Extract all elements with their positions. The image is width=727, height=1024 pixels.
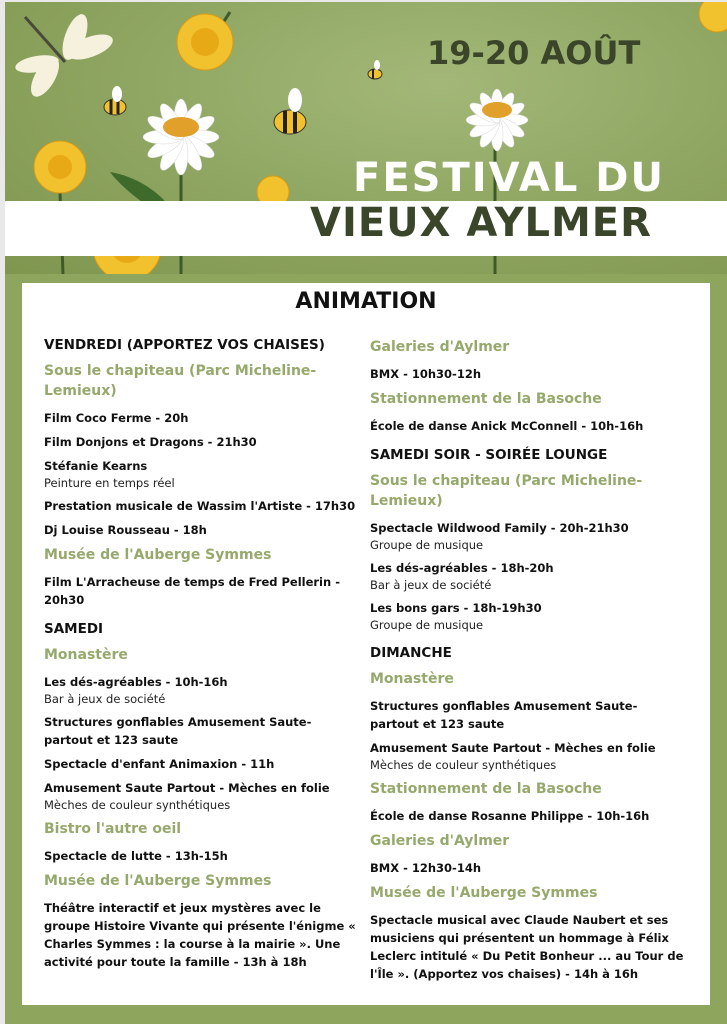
event-description: Bar à jeux de société xyxy=(370,578,492,592)
event-title: Film Coco Ferme - 20h xyxy=(44,411,189,425)
event-title: BMX - 12h30-14h xyxy=(370,861,482,875)
event-title: Structures gonflables Amusement Saute-partout et 123 saute xyxy=(44,715,312,747)
event-title: Film L'Arracheuse de temps de Fred Pellerin - 20h30 xyxy=(44,575,340,607)
event-description: Mèches de couleur synthétiques xyxy=(370,758,557,772)
event-item xyxy=(370,519,685,553)
festival-title-line2: VIEUX AYLMER xyxy=(310,200,652,246)
event-item xyxy=(44,779,359,813)
event-title: Les dés-agréables - 10h-16h xyxy=(44,675,228,689)
event-title: Structures gonflables Amusement Saute-partout et 123 saute xyxy=(370,699,638,731)
event-item xyxy=(44,713,359,749)
event-title: Prestation musicale de Wassim l'Artiste - 17h30 xyxy=(44,499,356,513)
event-description: Groupe de musique xyxy=(370,618,484,632)
event-description: Groupe de musique xyxy=(370,538,484,552)
event-item xyxy=(370,559,685,593)
venue-heading: Sous le chapiteau (Parc Micheline-Lemieux) xyxy=(44,363,317,399)
event-description: Mèches de couleur synthétiques xyxy=(44,798,231,812)
event-item xyxy=(370,417,685,435)
day-heading: SAMEDI SOIR - SOIRÉE LOUNGE xyxy=(370,447,608,463)
event-description: Peinture en temps réel xyxy=(44,476,175,490)
event-item xyxy=(370,365,685,383)
event-title: Amusement Saute Partout - Mèches en folie xyxy=(370,741,656,755)
event-item xyxy=(44,755,359,773)
event-title: École de danse Rosanne Philippe - 10h-16h xyxy=(370,809,650,823)
venue-heading: Musée de l'Auberge Symmes xyxy=(370,885,598,901)
event-item xyxy=(44,673,359,707)
event-item xyxy=(44,899,359,971)
event-item xyxy=(44,433,359,451)
event-item xyxy=(370,859,685,877)
page-title: ANIMATION xyxy=(295,289,437,314)
event-title: Film Donjons et Dragons - 21h30 xyxy=(44,435,257,449)
event-title: Spectacle de lutte - 13h-15h xyxy=(44,849,228,863)
event-item xyxy=(370,599,685,633)
venue-heading: Bistro l'autre oeil xyxy=(44,821,182,837)
venue-heading: Galeries d'Aylmer xyxy=(370,833,510,849)
bee-icon xyxy=(368,60,382,79)
event-title: Théâtre interactif et jeux mystères avec le groupe Histoire Vivante qui présente l'énigme « Charles Symmes : la course à la mairie ». Une activité pour toute la famille - 13h à 18h xyxy=(44,901,356,969)
festival-title-line1: FESTIVAL DU xyxy=(353,155,665,201)
day-heading: VENDREDI (APPORTEZ VOS CHAISES) xyxy=(44,337,325,353)
festival-date: 19-20 AOÛT xyxy=(427,34,641,72)
event-item xyxy=(370,911,685,983)
day-heading: DIMANCHE xyxy=(370,645,452,661)
event-item xyxy=(44,521,359,539)
event-title: BMX - 10h30-12h xyxy=(370,367,482,381)
event-title: Amusement Saute Partout - Mèches en folie xyxy=(44,781,330,795)
event-title: Spectacle d'enfant Animaxion - 11h xyxy=(44,757,275,771)
event-item xyxy=(44,409,359,427)
event-item xyxy=(44,497,359,515)
event-item xyxy=(370,807,685,825)
bee-icon xyxy=(274,88,306,134)
event-item xyxy=(370,697,685,733)
day-heading: SAMEDI xyxy=(44,621,104,637)
schedule-panel xyxy=(22,283,710,1005)
dragonfly-icon xyxy=(14,11,116,101)
event-item xyxy=(44,573,359,609)
daisy-icon xyxy=(466,89,528,151)
venue-heading: Monastère xyxy=(44,647,128,663)
event-item xyxy=(370,739,685,773)
poster xyxy=(5,2,727,1024)
event-item xyxy=(44,847,359,865)
venue-heading: Stationnement de la Basoche xyxy=(370,781,602,797)
event-title: Les bons gars - 18h-19h30 xyxy=(370,601,542,615)
event-title: Spectacle musical avec Claude Naubert et ses musiciens qui présentent un hommage à Félix Leclerc intitulé « Du Petit Bonheur ... au Tour de l'Île ». (Apportez vos chaises) - 14h à 16h xyxy=(370,913,684,981)
event-description: Bar à jeux de société xyxy=(44,692,166,706)
schedule-column-right xyxy=(370,337,685,989)
event-title: Les dés-agréables - 18h-20h xyxy=(370,561,554,575)
venue-heading: Monastère xyxy=(370,671,454,687)
event-title: Stéfanie Kearns xyxy=(44,459,148,473)
bee-icon xyxy=(104,86,126,115)
schedule-column-left xyxy=(44,337,359,977)
event-item xyxy=(44,457,359,491)
venue-heading: Musée de l'Auberge Symmes xyxy=(44,873,272,889)
event-title: Dj Louise Rousseau - 18h xyxy=(44,523,207,537)
festival-banner xyxy=(5,2,727,274)
venue-heading: Sous le chapiteau (Parc Micheline-Lemieux) xyxy=(370,473,643,509)
venue-heading: Stationnement de la Basoche xyxy=(370,391,602,407)
daisy-icon xyxy=(143,99,219,175)
venue-heading: Galeries d'Aylmer xyxy=(370,339,510,355)
event-title: École de danse Anick McConnell - 10h-16h xyxy=(370,419,644,433)
event-title: Spectacle Wildwood Family - 20h-21h30 xyxy=(370,521,629,535)
venue-heading: Musée de l'Auberge Symmes xyxy=(44,547,272,563)
